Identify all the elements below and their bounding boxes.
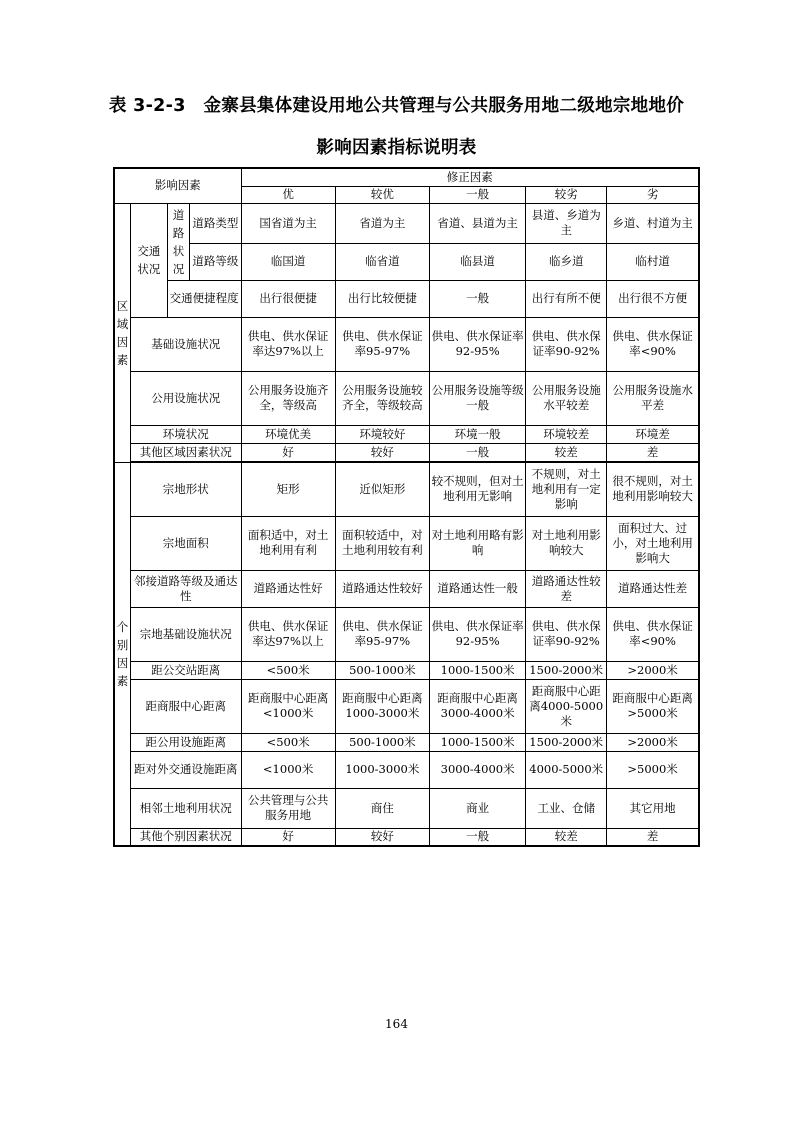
- table-cell: <500米: [241, 733, 335, 751]
- table-cell: 差: [607, 828, 699, 846]
- table-row: [114, 443, 699, 461]
- table-cell: <1000米: [241, 751, 335, 788]
- table-cell: 对土地利用影响较大: [526, 516, 607, 570]
- table-cell: 工业、仓储: [526, 788, 607, 828]
- table-cell: 供电、供水保证率<90%: [607, 607, 699, 661]
- table-row: [114, 243, 699, 280]
- table-cell: >5000米: [607, 751, 699, 788]
- table-cell: 环境较好: [335, 425, 429, 443]
- table-cell: 距商服中心距离>5000米: [607, 679, 699, 733]
- table-cell: 临乡道: [526, 243, 607, 280]
- table-cell: >2000米: [607, 733, 699, 751]
- table-cell: 环境差: [607, 425, 699, 443]
- table-row: [114, 788, 699, 828]
- grade-header: 较优: [335, 186, 429, 203]
- row-label: 道路类型: [190, 203, 241, 243]
- table-row: [114, 661, 699, 679]
- table-cell: 3000-4000米: [429, 751, 525, 788]
- table-cell: 省道、县道为主: [429, 203, 525, 243]
- table-row: [114, 828, 699, 846]
- table-cell: 公共管理与公共服务用地: [241, 788, 335, 828]
- table-cell: 较好: [335, 828, 429, 846]
- table-cell: 500-1000米: [335, 661, 429, 679]
- table-cell: >2000米: [607, 661, 699, 679]
- table-row: [114, 371, 699, 425]
- table-row: [114, 607, 699, 661]
- table-cell: 1500-2000米: [526, 733, 607, 751]
- table-cell: 出行很不方便: [607, 280, 699, 317]
- table-cell: 其它用地: [607, 788, 699, 828]
- table-cell: 出行比较便捷: [335, 280, 429, 317]
- table-cell: 500-1000米: [335, 733, 429, 751]
- table-row: [114, 280, 699, 317]
- row-label: 距商服中心距离: [130, 679, 241, 733]
- table-cell: 较差: [526, 828, 607, 846]
- table-row: [114, 516, 699, 570]
- table-cell: 一般: [429, 828, 525, 846]
- table-cell: 近似矩形: [335, 462, 429, 516]
- table-cell: 临县道: [429, 243, 525, 280]
- table-cell: 4000-5000米: [526, 751, 607, 788]
- grade-header: 较劣: [526, 186, 607, 203]
- table-cell: 供电、供水保证率90-92%: [526, 607, 607, 661]
- table-row: [114, 733, 699, 751]
- table-cell: 好: [241, 828, 335, 846]
- table-cell: 供电、供水保证率95-97%: [335, 317, 429, 371]
- table-cell: 供电、供水保证率90-92%: [526, 317, 607, 371]
- factor-table: [113, 167, 700, 847]
- table-cell: 距商服中心距离<1000米: [241, 679, 335, 733]
- row-label: 环境状况: [130, 425, 241, 443]
- road-label: 道路状况: [167, 203, 190, 280]
- table-cell: 商业: [429, 788, 525, 828]
- table-cell: 好: [241, 443, 335, 461]
- page-number: 164: [385, 1017, 408, 1031]
- grade-header: 一般: [429, 186, 525, 203]
- table-cell: 环境较差: [526, 425, 607, 443]
- table-cell: 公用服务设施水平差: [607, 371, 699, 425]
- table-cell: 供电、供水保证率达97%以上: [241, 317, 335, 371]
- table-cell: 国省道为主: [241, 203, 335, 243]
- row-label: 其他区域因素状况: [130, 443, 241, 461]
- table-cell: 供电、供水保证率92-95%: [429, 607, 525, 661]
- table-cell: 距商服中心距离1000-3000米: [335, 679, 429, 733]
- table-cell: 供电、供水保证率<90%: [607, 317, 699, 371]
- table-cell: 环境优美: [241, 425, 335, 443]
- row-label: 邻接道路等级及通达性: [130, 570, 241, 607]
- table-cell: 供电、供水保证率95-97%: [335, 607, 429, 661]
- table-cell: <500米: [241, 661, 335, 679]
- table-cell: 距商服中心距离4000-5000米: [526, 679, 607, 733]
- table-cell: 不规则，对土地利用有一定影响: [526, 462, 607, 516]
- row-label: 道路等级: [190, 243, 241, 280]
- header-correction: 修正因素: [241, 168, 699, 186]
- table-row: [114, 751, 699, 788]
- table-cell: 差: [607, 443, 699, 461]
- table-cell: 公用服务设施等级一般: [429, 371, 525, 425]
- grade-header: 优: [241, 186, 335, 203]
- table-cell: 供电、供水保证率达97%以上: [241, 607, 335, 661]
- table-row: [114, 317, 699, 371]
- table-cell: 道路通达性一般: [429, 570, 525, 607]
- table-cell: 道路通达性差: [607, 570, 699, 607]
- table-cell: 临省道: [335, 243, 429, 280]
- table-cell: 道路通达性较差: [526, 570, 607, 607]
- table-cell: 矩形: [241, 462, 335, 516]
- table-cell: 面积适中，对土地利用有利: [241, 516, 335, 570]
- header-factor: 影响因素: [114, 168, 241, 203]
- table-cell: 乡道、村道为主: [607, 203, 699, 243]
- table-cell: 1000-1500米: [429, 661, 525, 679]
- table-cell: 距商服中心距离3000-4000米: [429, 679, 525, 733]
- row-label: 相邻土地利用状况: [130, 788, 241, 828]
- row-label: 距对外交通设施距离: [130, 751, 241, 788]
- table-row: [114, 203, 699, 243]
- table-cell: 很不规则，对土地利用影响较大: [607, 462, 699, 516]
- table-cell: 公用服务设施较齐全，等级较高: [335, 371, 429, 425]
- row-label: 其他个别因素状况: [130, 828, 241, 846]
- table-cell: 面积较适中，对土地利用较有利: [335, 516, 429, 570]
- table-title-line1: 表 3-2-3 金寨县集体建设用地公共管理与公共服务用地二级地宗地地价: [108, 96, 685, 116]
- row-label: 宗地基础设施状况: [130, 607, 241, 661]
- table-row: [114, 679, 699, 733]
- row-label: 距公交站距离: [130, 661, 241, 679]
- row-label: 宗地面积: [130, 516, 241, 570]
- row-label: 宗地形状: [130, 462, 241, 516]
- table-cell: 较好: [335, 443, 429, 461]
- table-cell: 供电、供水保证率92-95%: [429, 317, 525, 371]
- table-row: [114, 462, 699, 516]
- region-factor-label: 区域因素: [114, 203, 130, 462]
- table-cell: 县道、乡道为主: [526, 203, 607, 243]
- table-cell: 较差: [526, 443, 607, 461]
- table-row: [114, 570, 699, 607]
- table-cell: 道路通达性好: [241, 570, 335, 607]
- table-cell: 1000-3000米: [335, 751, 429, 788]
- traffic-label: 交通状况: [130, 203, 167, 317]
- table-cell: 较不规则，但对土地利用无影响: [429, 462, 525, 516]
- table-cell: 环境一般: [429, 425, 525, 443]
- table-cell: 面积过大、过小，对土地利用影响大: [607, 516, 699, 570]
- table-cell: 一般: [429, 280, 525, 317]
- table-cell: 出行很便捷: [241, 280, 335, 317]
- table-cell: 商住: [335, 788, 429, 828]
- table-cell: 道路通达性较好: [335, 570, 429, 607]
- table-cell: 1500-2000米: [526, 661, 607, 679]
- table-cell: 一般: [429, 443, 525, 461]
- table-cell: 临国道: [241, 243, 335, 280]
- row-label: 交通便捷程度: [167, 280, 241, 317]
- row-label: 距公用设施距离: [130, 733, 241, 751]
- table-title-line2: 影响因素指标说明表: [316, 138, 477, 158]
- table-cell: 出行有所不便: [526, 280, 607, 317]
- table-row: [114, 425, 699, 443]
- table-cell: 公用服务设施水平较差: [526, 371, 607, 425]
- row-label: 基础设施状况: [130, 317, 241, 371]
- indiv-factor-label: 个别因素: [114, 462, 130, 846]
- table-cell: 1000-1500米: [429, 733, 525, 751]
- table-cell: 省道为主: [335, 203, 429, 243]
- table-cell: 临村道: [607, 243, 699, 280]
- table-cell: 公用服务设施齐全，等级高: [241, 371, 335, 425]
- row-label: 公用设施状况: [130, 371, 241, 425]
- grade-header: 劣: [607, 186, 699, 203]
- table-cell: 对土地利用略有影响: [429, 516, 525, 570]
